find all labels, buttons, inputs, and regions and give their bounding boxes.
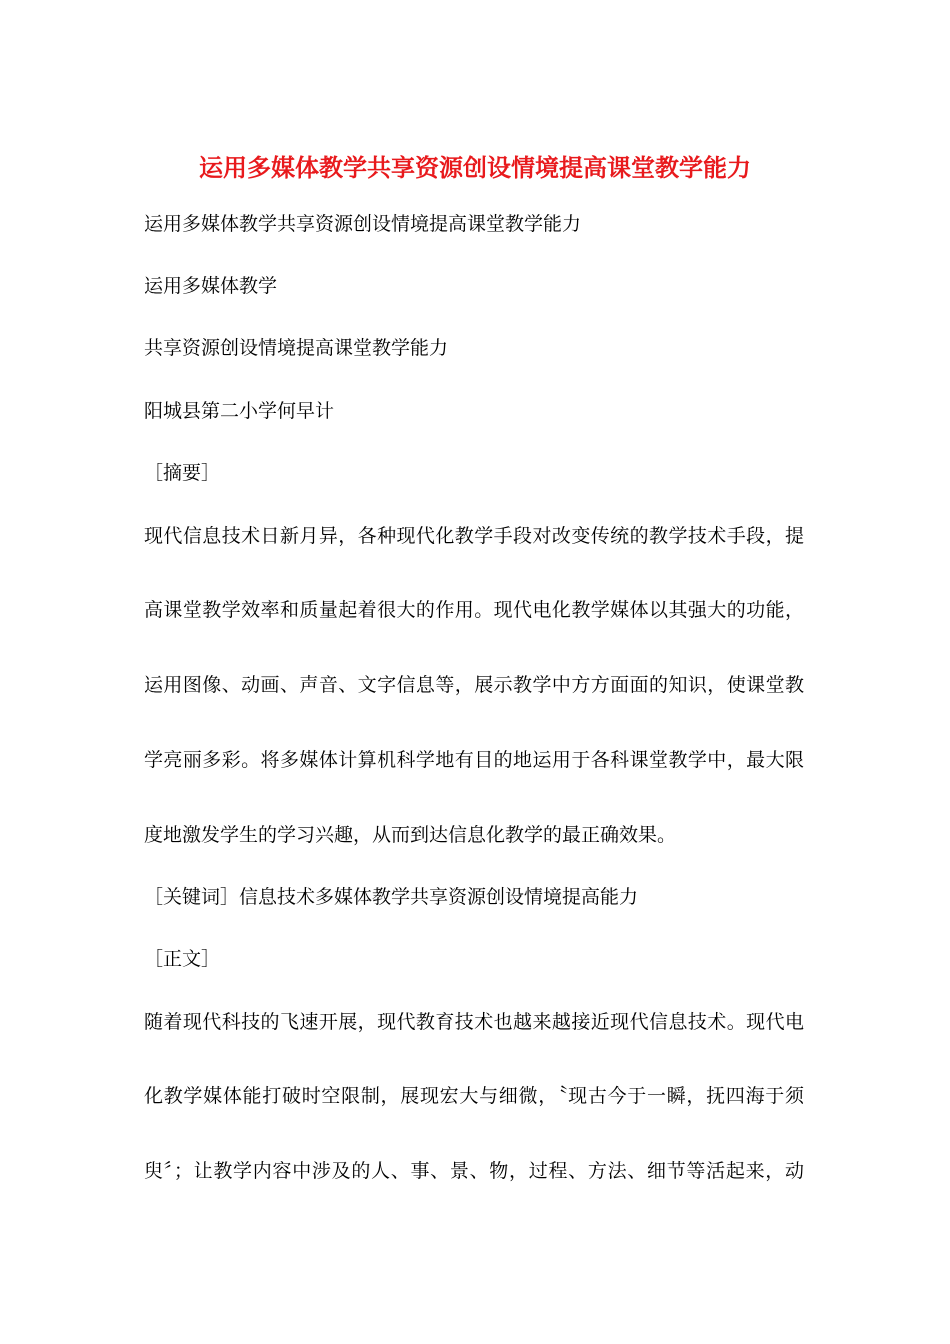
body-line: 随着现代科技的飞速开展，现代教育技术也越来越接近现代信息技术。现代电 bbox=[144, 1011, 804, 1033]
subtitle-line: 运用多媒体教学共享资源创设情境提高课堂教学能力 bbox=[144, 213, 582, 235]
keywords-line: ［关键词］信息技术多媒体教学共享资源创设情境提高能力 bbox=[144, 886, 639, 908]
abstract-line: 运用图像、动画、声音、文字信息等，展示教学中方方面面的知识，使课堂教 bbox=[144, 674, 804, 696]
abstract-line: 高课堂教学效率和质量起着很大的作用。现代电化教学媒体以其强大的功能， bbox=[144, 599, 804, 621]
abstract-label: ［摘要］ bbox=[144, 462, 221, 484]
body-line: 臾〞；让教学内容中涉及的人、事、景、物，过程、方法、细节等活起来，动 bbox=[144, 1160, 804, 1182]
heading-line: 共享资源创设情境提高课堂教学能力 bbox=[144, 337, 449, 359]
body-line: 化教学媒体能打破时空限制，展现宏大与细微，〝现古今于一瞬，抚四海于须 bbox=[144, 1085, 804, 1107]
author-line: 阳城县第二小学何早计 bbox=[144, 400, 335, 422]
document-title: 运用多媒体教学共享资源创设情境提高课堂教学能力 bbox=[199, 153, 751, 182]
abstract-line: 学亮丽多彩。将多媒体计算机科学地有目的地运用于各科课堂教学中，最大限 bbox=[144, 749, 804, 771]
body-label: ［正文］ bbox=[144, 948, 221, 970]
abstract-line: 现代信息技术日新月异，各种现代化教学手段对改变传统的教学技术手段，提 bbox=[144, 525, 804, 547]
abstract-line: 度地激发学生的学习兴趣，从而到达信息化教学的最正确效果。 bbox=[144, 824, 677, 846]
heading-line: 运用多媒体教学 bbox=[144, 275, 278, 297]
